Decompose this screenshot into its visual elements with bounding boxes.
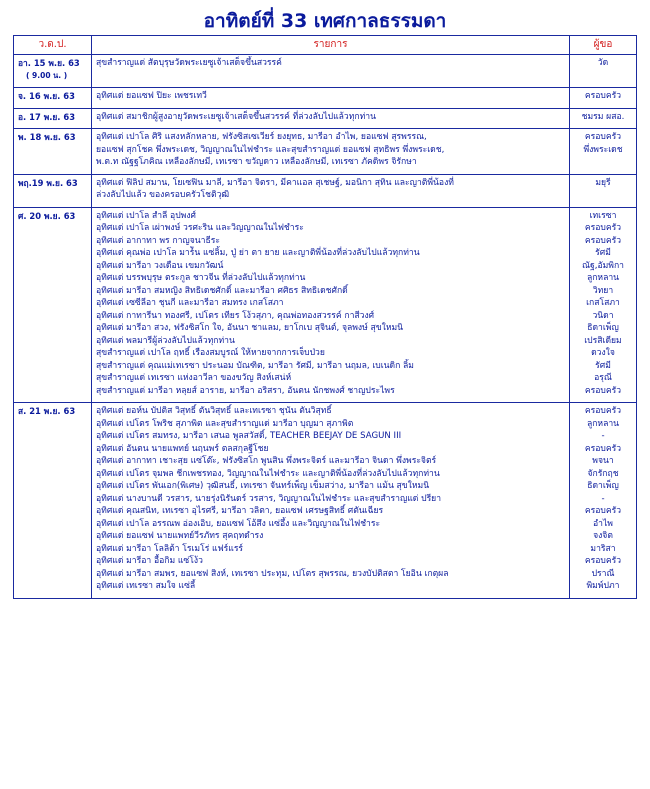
intention-line: สุขสำราญแด่ สัตบุรุษวัดพระเยซูเจ้าเสด็จขึ้นสวรรค์ — [96, 58, 282, 68]
date-cell — [14, 129, 92, 175]
intention-line: อุทิศแด่ อากาทา เชาะสุย แซ่โต๊ะ, ฟรังซิสโก พูนสิน พึ่งพระจิตร์ และมารีอา จินดา พึ่งพระจิตร์ — [96, 456, 437, 466]
requester-name: อำไพ — [593, 518, 613, 529]
intention-line: อุทิศแด่ เปโตร จุมพล ชีกเพชรทอง, วิญญาณในไฟชำระ และญาติพี่น้องที่ล่วงลับไปแล้วทุกท่าน — [96, 468, 440, 479]
requester-name: รัศมี — [595, 248, 611, 258]
intention-line: อุทิศแด่ อันตน นายแพทย์ นฤนพร์ ตลสกุลฐีโชย — [96, 443, 269, 454]
table-row — [14, 174, 637, 207]
intention-line: อุทิศแด่ มารีอา สวง, ฟรังซิสโก ใจ, อันนา ชาแลม, ยาโกเบ สุจินต์, จุลพงษ์ สุขใหมนิ — [96, 323, 404, 333]
requester-name: ธิดาเพ็ญ — [587, 323, 619, 333]
intention-line: อุทิศแด่ มารีอา สมพร, ยอแซฟ สิงห์, เทเรซา ประทุม, เปโตร สุพรรณ, ยวงบัปติสตา โยอิน เกตุผล — [96, 568, 449, 579]
requester-name: ครอบครัว — [584, 91, 622, 101]
intention-line: อุทิศแด่ มารีอา วงเดือน เขมกวัฒน์ — [96, 260, 224, 271]
requester-name: - — [601, 493, 605, 504]
intention-line: อุทิศแด่ ยอห์น บัปติส วิสุทธิ์ ตันวิสุทธิ์ และเทเรซา ชุนัน ตันวิสุทธิ์ — [96, 406, 332, 416]
table-row — [14, 88, 637, 109]
table-row — [14, 108, 637, 129]
intention-line: อุทิศแด่ นางบานดี วรสาร, นายรุ่งนิรันดร์ วรสาร, วิญญาณในไฟชำระ และสุขสำราญแด่ ปรียา — [96, 493, 442, 504]
requester-name: ดวงใจ — [591, 348, 615, 358]
intention-line: ล่วงลับไปแล้ว ของครอบครัวโชติวุฒิ — [96, 190, 230, 200]
intention-line: อุทิศแด่ สมาชิกผู้สูงอายุวัดพระเยซูเจ้าเสด็จขึ้นสวรรค์ ที่ล่วงลับไปแล้วทุกท่าน — [96, 111, 376, 122]
requester-name: ครอบครัว — [584, 443, 622, 454]
date-label: จ. 16 พ.ย. 63 — [18, 91, 75, 101]
requester-cell — [570, 108, 637, 129]
requester-name: มยุรี — [595, 177, 611, 188]
header-requester: ผู้ขอ — [570, 36, 637, 55]
requester-name: จงจิต — [593, 531, 613, 541]
intention-line: พ.ต.ท ณัฐฐโภคิณ เหลืองลักษมี, เทเรซา ขวัญดาว เหลืองลักษมี, เทเรซา ภัคดิพร จิรักษา — [96, 157, 417, 167]
intention-line: อุทิศแด่ บรรพบุรุษ ตระกูล ชาวจีน ที่ล่วงลับไปแล้วทุกท่าน — [96, 273, 306, 283]
requester-name: เกสโสภา — [586, 298, 620, 308]
intention-line: อุทิศแด่ มารีอา โลลิต้า โรเมโร่ แฟร์แรร์ — [96, 543, 244, 554]
requester-name: ชมรม ผสอ. — [581, 111, 625, 122]
intention-line: อุทิศแด่ พลมารีผู้ล่วงลับไปแล้วทุกท่าน — [96, 335, 235, 346]
requester-name: มาริสา — [590, 543, 616, 554]
requester-name: ครอบครัว — [584, 406, 622, 416]
intentions-cell — [92, 403, 570, 599]
header-date: ว.ด.ป. — [14, 36, 92, 55]
requester-name: เทเรซา — [589, 210, 617, 221]
intentions-cell — [92, 88, 570, 109]
intention-line: อุทิศแด่ เซซีลีอา ชุนกี และมารีอา สมทรง เกสโสภา — [96, 298, 284, 308]
requester-cell — [570, 88, 637, 109]
requester-name: ครอบครัว — [584, 385, 622, 396]
intentions-cell — [92, 207, 570, 403]
intention-line: อุทิศแด่ เปาโล สำลี อุปพงศ์ — [96, 210, 196, 221]
intention-line: สุขสำราญแด่ เทเรซา แห่งอาวีลา ของขวัญ สิงห์เสน่ห์ — [96, 373, 292, 383]
intentions-cell — [92, 174, 570, 207]
header-items: รายการ — [92, 36, 570, 55]
intention-line: อุทิศแด่ ฟิลิป สมาน, โยเซฟิน มาลี, มารีอา จิตรา, มีคาแอล สุเชษฐ์, มอนิกา สุทิน และญาติพี่น้องที่ — [96, 177, 454, 188]
intention-line: สุขสำราญแด่ เปาโล ฤทธิ์ เรืองสมบูรณ์ ให้หายจากการเจ็บป่วย — [96, 348, 325, 358]
requester-name: ธิดาเพ็ญ — [587, 481, 619, 491]
intention-line: อุทิศแด่ เปโตร พันเอก(พิเศษ) วุฒิสนธิ์, เทเรซา จันทร์เพ็ญ เข็มสว่าง, มารีอา แม้น สุขใหมนิ — [96, 481, 430, 491]
date-cell — [14, 403, 92, 599]
date-cell — [14, 174, 92, 207]
intention-line: อุทิศแด่ กาทารีนา ทองศรี, เปโตร เทียร โง้วสุภา, คุณพ่อทองสวรรค์ กาสีวงศ์ — [96, 310, 375, 321]
intention-line: อุทิศแด่ เปาโล เผ่าพงษ์ วรศะริน และวิญญาณในไฟชำระ — [96, 223, 304, 233]
table-row — [14, 403, 637, 599]
intention-line: สุขสำราญแด่ มารีอา หลุยส์ อาราย, มารีอา อริสรา, อันตน นักชพงศ์ ชาญประไพร — [96, 385, 395, 396]
page-title: อาทิตย์ที่ 33 เทศกาลธรรมดา — [203, 10, 447, 32]
requester-name: รัศมี — [595, 360, 611, 371]
header-row — [14, 36, 637, 55]
intention-line: อุทิศแด่ ยอแซฟ นายแพทย์วีรภัทร สุคฤทดำรง — [96, 531, 264, 541]
requester-name: เปรสิเดียม — [584, 335, 622, 346]
requester-name: ครอบครัว — [584, 556, 622, 566]
intention-line: อุทิศแด่ เทเรซา สมใจ แซ่ลี้ — [96, 581, 196, 591]
mass-intentions-table — [13, 35, 637, 599]
intentions-cell — [92, 55, 570, 88]
requester-name: ครอบครัว — [584, 506, 622, 516]
date-cell — [14, 88, 92, 109]
requester-cell — [570, 403, 637, 599]
requester-cell — [570, 129, 637, 175]
date-label: ศ. 20 พ.ย. 63 — [18, 210, 76, 221]
requester-name: พจนา — [592, 456, 614, 466]
intention-line: ยอแซฟ สุกโชค พึ่งพระเดช, วิญญาณในไฟชำระ และสุขสำราญแด่ ยอแซฟ สุทธิพร พึ่งพระเดช, — [96, 144, 445, 155]
date-label: ส. 21 พ.ย. 63 — [18, 406, 76, 416]
intention-line: อุทิศแด่ อากาทา พร กาญจนาธีระ — [96, 235, 220, 246]
requester-name: ครอบครัว — [584, 132, 622, 142]
intention-line: อุทิศแด่ เปโตร สมทรง, มารีอา เสนอ พูลสวัสดิ์, TEACHER BEEJAY DE SAGUN III — [96, 431, 402, 441]
table-row — [14, 207, 637, 403]
intentions-cell — [92, 108, 570, 129]
requester-name: วนิดา — [592, 310, 614, 321]
intention-line: อุทิศแด่ เปโตร โพริช สุภาพิต และสุขสำราญแด่ มารีอา บุญมา สุภาพิต — [96, 418, 354, 429]
table-row — [14, 55, 637, 88]
requester-name: ลูกหลาน — [586, 418, 620, 429]
intention-line: อุทิศแด่ เปาโล อรรณพ อ่องเอิบ, ยอแซฟ โอ้สึง แซ่อึ้ง และวิญญาณในไฟชำระ — [96, 518, 381, 529]
requester-name: จักรักฤช — [587, 468, 619, 479]
requester-cell — [570, 207, 637, 403]
intention-line: สุขสำราญแด่ คุณแม่เทเรซา ประนอม บัณฑิต, มารีอา รัศมี, มารีอา นฤมล, เบเนดิก ลิ้ม — [96, 360, 414, 371]
intention-line: อุทิศแด่ มารีอา สมหญิง สิทธิเดชศักดิ์ และมารีอา ศศิธร สิทธิเดชศักดิ์ — [96, 285, 348, 296]
intention-line: อุทิศแด่ เปาโล ศิริ แสงหลักหลาย, ฟรังซิสเซเวียร์ ยงยุทธ, มารีอา อำไพ, ยอแซฟ สุรพรรณ, — [96, 132, 427, 142]
date-cell — [14, 55, 92, 88]
requester-name: ครอบครัว — [584, 235, 622, 246]
intention-line: อุทิศแด่ คุณสนิท, เทเรซา อุไรศรี, มารีอา วลิตา, ยอแซฟ เศรษฐสิทธิ์ ศตันเฉียร — [96, 506, 384, 516]
requester-name: ณัฐ,อัมพิกา — [582, 260, 624, 271]
requester-name: ครอบครัว — [584, 223, 622, 233]
date-label: พฤ.19 พ.ย. 63 — [18, 177, 78, 188]
table-row — [14, 129, 637, 175]
date-label: พ. 18 พ.ย. 63 — [18, 132, 76, 142]
requester-name: ปราณี — [591, 568, 615, 579]
requester-name: พึ่งพระเดช — [583, 144, 623, 155]
requester-name: วัด — [597, 58, 609, 68]
requester-name: พิมพ์ปภา — [586, 581, 620, 591]
date-cell — [14, 108, 92, 129]
requester-cell — [570, 174, 637, 207]
requester-name: วิทยา — [592, 285, 614, 296]
requester-name: - — [601, 431, 605, 441]
intention-line: อุทิศแด่ มารีอา อื้อกิม แซ่โง้ว — [96, 556, 203, 566]
intentions-cell — [92, 129, 570, 175]
intention-line: อุทิศแด่ ยอแซฟ ปิยะ เพชรเทวี — [96, 91, 207, 101]
date-time-note: ( 9.00 น. ) — [26, 70, 68, 80]
intention-line: อุทิศแด่ คุณพ่อ เปาโล มาร์ัน แซ่ลิ้ม, ปู่ ย่า ตา ยาย และญาติพี่น้องที่ล่วงลับไปแล้วทุกท่าน — [96, 248, 420, 258]
date-label: อ. 17 พ.ย. 63 — [18, 111, 76, 122]
requester-name: ลูกหลาน — [586, 273, 620, 283]
requester-name: อรุณี — [594, 373, 612, 383]
date-label: อา. 15 พ.ย. 63 — [18, 58, 80, 68]
date-cell — [14, 207, 92, 403]
requester-cell — [570, 55, 637, 88]
